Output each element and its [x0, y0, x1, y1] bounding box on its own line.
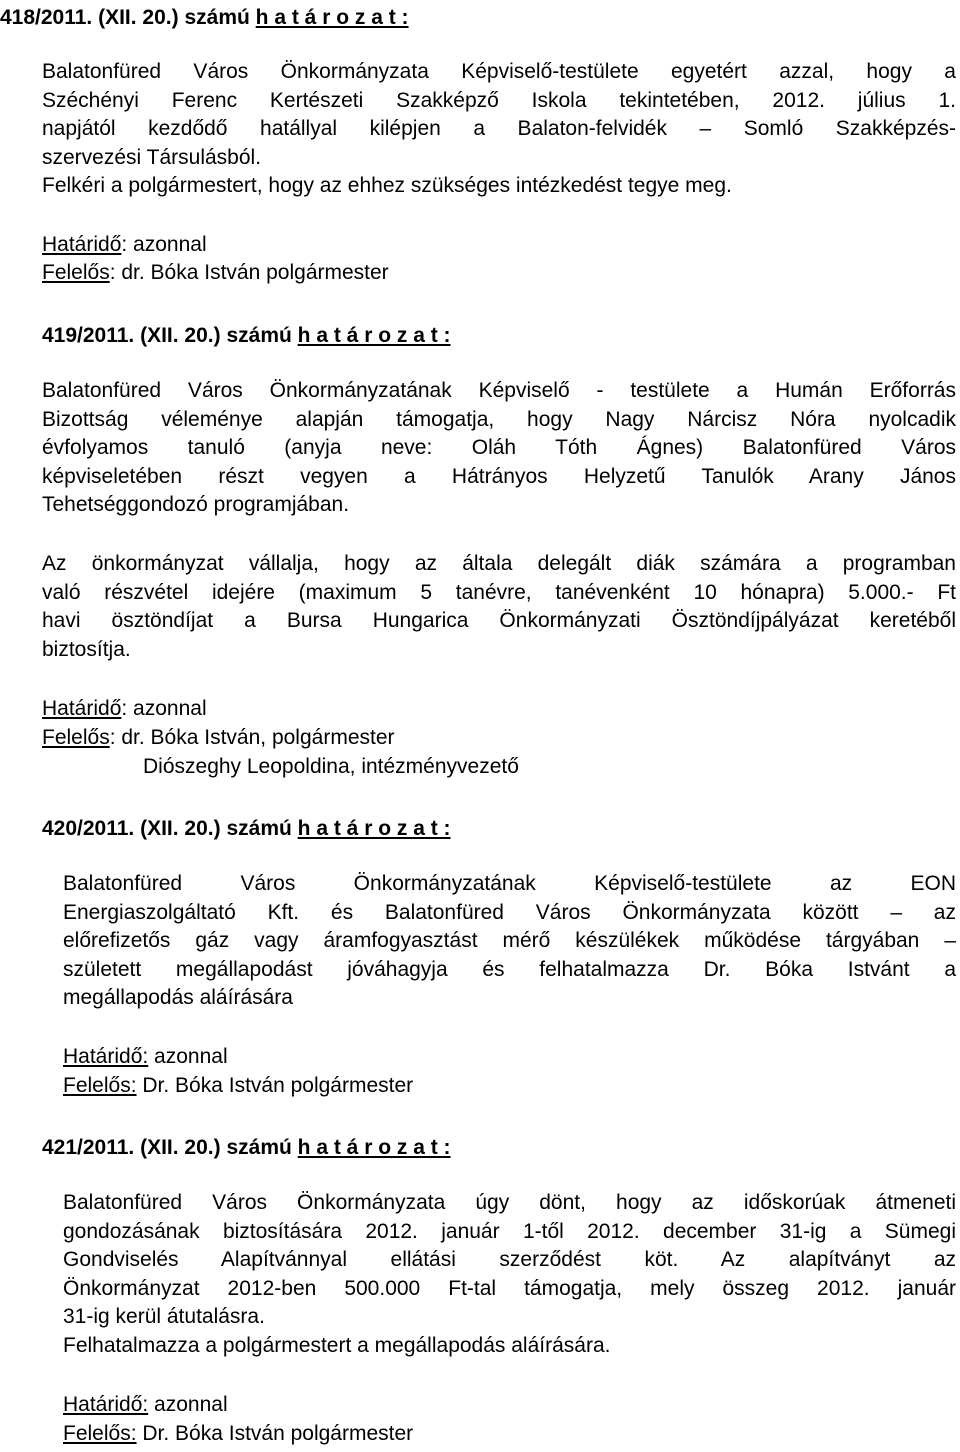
body-line: képviseletében részt vegyen a Hátrányos Helyzetű Tanulók Arany János [42, 464, 956, 488]
deadline-label: Határidő: [63, 1045, 149, 1068]
deadline-value: : azonnal [121, 233, 207, 256]
deadline-label: Határidő [42, 233, 122, 256]
body-line: 31-ig kerül átutalásra. [63, 1305, 265, 1328]
resolution-420-title [42, 815, 451, 843]
resolution-419-responsible [42, 724, 395, 752]
deadline-value: azonnal [148, 1393, 228, 1416]
resolution-419-title [42, 322, 451, 350]
resolution-number: 418/2011. (XII. 20.) számú [0, 6, 250, 29]
hatarozat-label: h a t á r o z a t : [255, 6, 409, 29]
body-line: Gondviselés Alapítvánnyal ellátási szerződést köt. Az alapítványt az [63, 1248, 956, 1271]
body-line: napjától kezdődő hatállyal kilépjen a Balaton-felvidék – Somló Szakképzés- [42, 117, 956, 140]
body-line: Az önkormányzat vállalja, hogy az általa delegált diák számára a programban [42, 552, 956, 575]
responsible-value: : dr. Bóka István polgármester [109, 261, 389, 284]
hatarozat-label: h a t á r o z a t : [297, 324, 451, 347]
deadline-value: azonnal [148, 1045, 228, 1068]
deadline-label: Határidő: [63, 1393, 149, 1416]
responsible-value: : dr. Bóka István, polgármester [109, 726, 395, 749]
resolution-418-deadline [42, 231, 207, 259]
responsible-value: Dr. Bóka István polgármester [136, 1422, 414, 1445]
body-line: gondozásának biztosítására 2012. január 1-től 2012. december 31-ig a Sümegi [63, 1219, 956, 1243]
resolution-421-title [42, 1134, 451, 1162]
resolution-420-deadline [63, 1043, 228, 1071]
resolution-419-responsible-2 [143, 753, 519, 781]
body-line: Balatonfüred Város Önkormányzatának Képviselő-testülete az EON [63, 872, 956, 895]
body-line: való részvétel idejére (maximum 5 tanévre, tanévenként 10 hónapra) 5.000.- Ft [42, 580, 956, 604]
hatarozat-label: h a t á r o z a t : [297, 817, 451, 840]
body-line: szervezési Társulásból. [42, 145, 262, 169]
resolution-418-responsible [42, 259, 389, 287]
resolution-421-body [63, 1189, 956, 1360]
responsible-label: Felelős: [63, 1074, 137, 1097]
resolution-421-responsible [63, 1420, 413, 1448]
resolution-418-body [42, 58, 956, 201]
body-line: Balatonfüred Város Önkormányzata úgy dönt, hogy az időskorúak átmeneti [63, 1191, 956, 1214]
resolution-number: 420/2011. (XII. 20.) számú [42, 817, 292, 840]
responsible-label: Felelős: [63, 1422, 137, 1445]
responsible-label: Felelős [42, 261, 110, 284]
deadline-value: : azonnal [121, 697, 207, 720]
resolution-419-body-2 [42, 550, 956, 664]
deadline-label: Határidő [42, 697, 122, 720]
body-line: Energiaszolgáltató Kft. és Balatonfüred Város Önkormányzata között – az [63, 900, 956, 924]
hatarozat-label: h a t á r o z a t : [297, 1136, 451, 1159]
resolution-number: 421/2011. (XII. 20.) számú [42, 1136, 292, 1159]
resolution-419-body [42, 377, 956, 520]
body-line: született megállapodást jóváhagyja és felhatalmazza Dr. Bóka Istvánt a [63, 957, 956, 981]
body-line: Tehetséggondozó programjában. [42, 493, 350, 516]
body-line: havi ösztöndíjat a Bursa Hungarica Önkormányzati Ösztöndíjpályázat keretéből [42, 609, 956, 632]
resolution-421-deadline [63, 1391, 228, 1419]
body-line: Balatonfüred Város Önkormányzata Képviselő-testülete egyetért azzal, hogy a [42, 60, 956, 83]
body-line: előrefizetős gáz vagy áramfogyasztást mérő készülékek működése tárgyában – [63, 929, 956, 952]
body-line: Balatonfüred Város Önkormányzatának Képviselő - testülete a Humán Erőforrás [42, 379, 956, 402]
body-line: megállapodás aláírására [63, 986, 293, 1009]
resolution-number: 419/2011. (XII. 20.) számú [42, 324, 292, 347]
body-line: Széchényi Ferenc Kertészeti Szakképző Iskola tekintetében, 2012. július 1. [42, 88, 956, 112]
resolution-418-title [0, 4, 409, 32]
body-line: Felhatalmazza a polgármestert a megállapodás aláírására. [63, 1333, 611, 1357]
responsible-label: Felelős [42, 726, 110, 749]
resolution-420-body [63, 870, 956, 1013]
body-line: Bizottság véleménye alapján támogatja, hogy Nagy Nárcisz Nóra nyolcadik [42, 407, 956, 431]
responsible-value: Dr. Bóka István polgármester [136, 1074, 414, 1097]
body-line: Önkormányzat 2012-ben 500.000 Ft-tal támogatja, mely összeg 2012. január [63, 1276, 956, 1300]
body-line: évfolyamos tanuló (anyja neve: Oláh Tóth Ágnes) Balatonfüred Város [42, 436, 956, 459]
body-line: Felkéri a polgármestert, hogy az ehhez szükséges intézkedést tegye meg. [42, 174, 732, 197]
resolution-420-responsible [63, 1072, 413, 1100]
responsible-value-2: Diószeghy Leopoldina, intézményvezető [143, 755, 519, 778]
body-line: biztosítja. [42, 637, 131, 661]
resolution-419-deadline [42, 695, 207, 723]
